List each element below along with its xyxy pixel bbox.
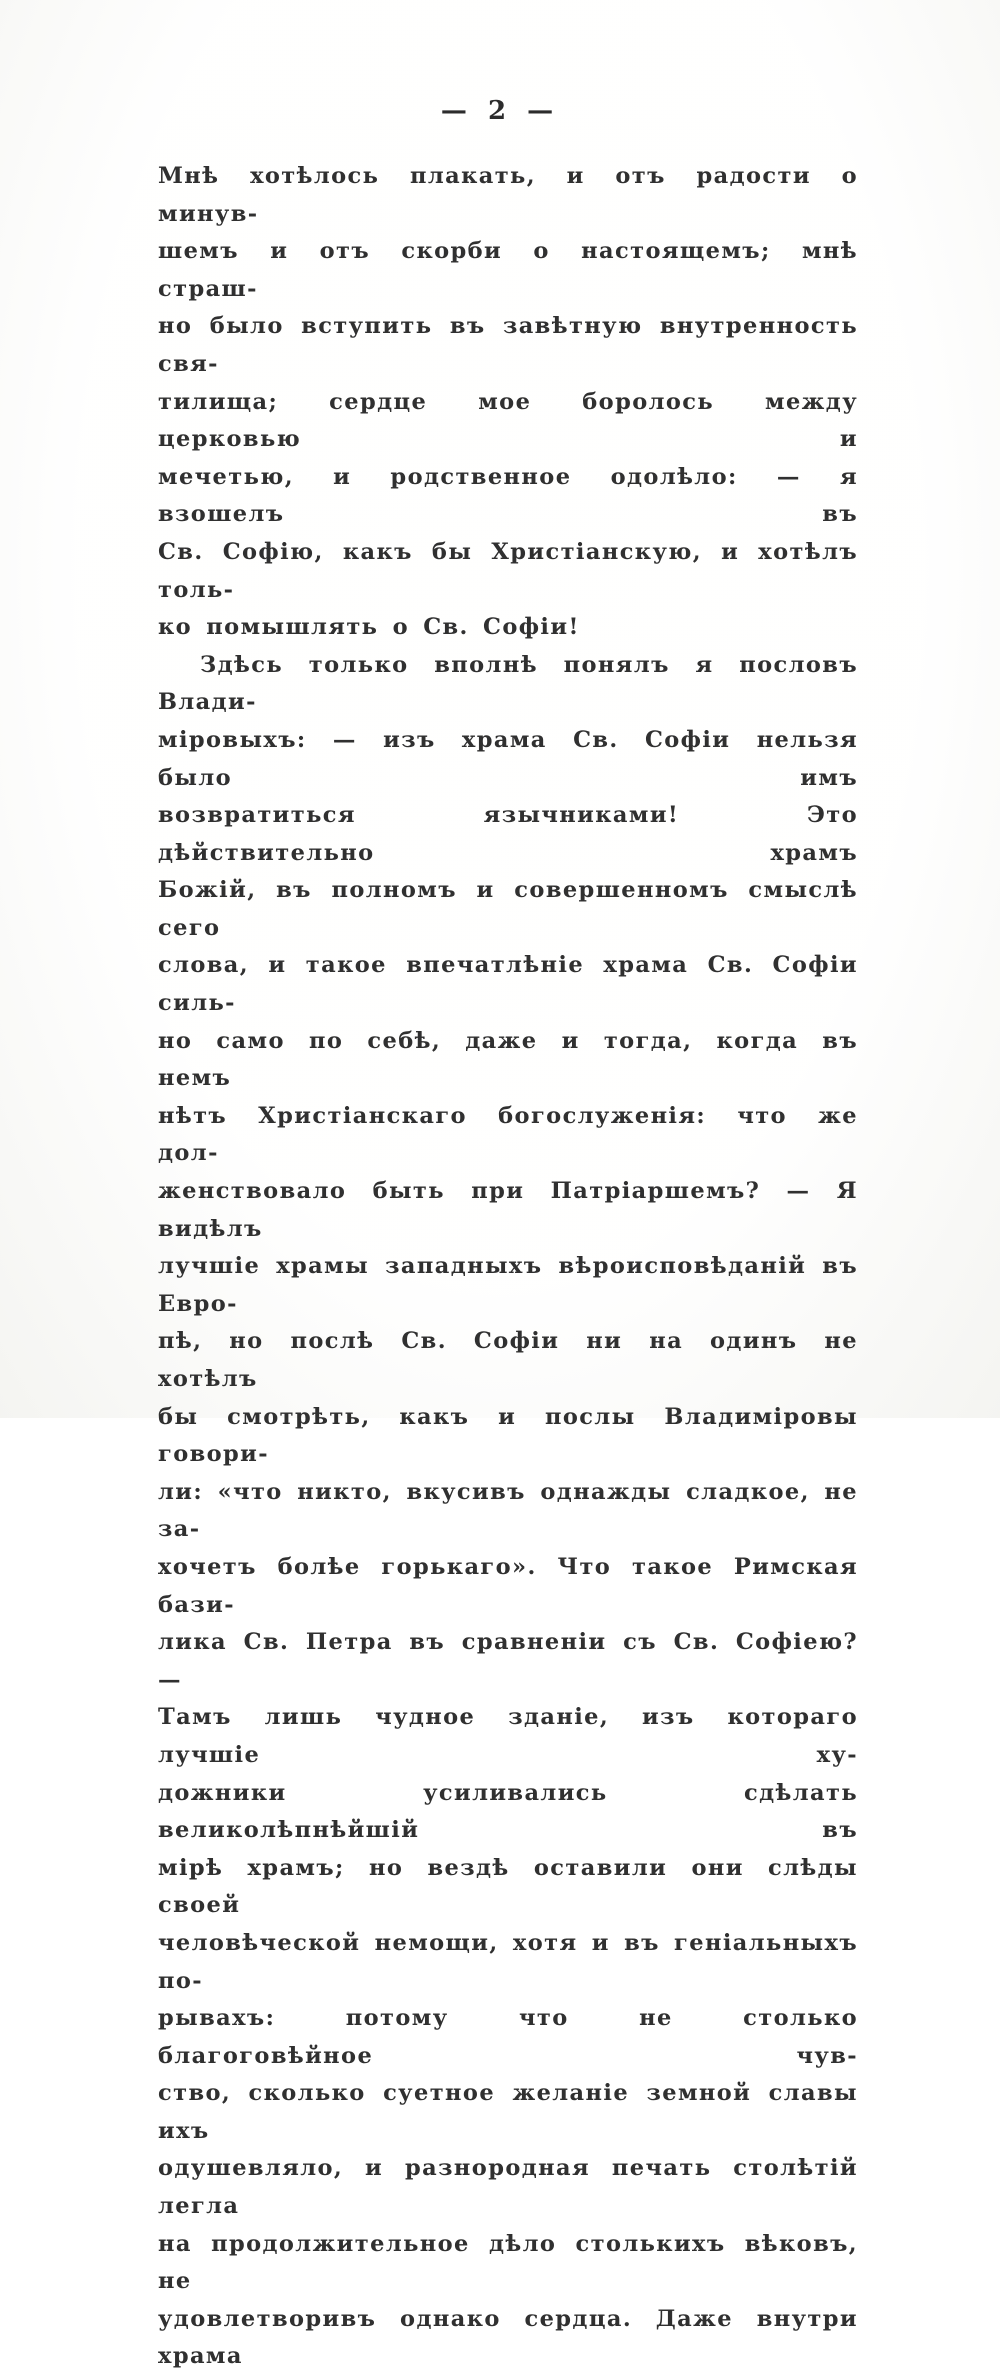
text-line: ство, сколько суетное желаніе земной славы ихъ	[158, 2080, 858, 2144]
text-line: Здѣсь только вполнѣ понялъ я пословъ Влади-	[158, 651, 858, 716]
text-line: на продолжительное дѣло столькихъ вѣковъ, не	[158, 2230, 858, 2295]
page-text-block	[158, 158, 858, 2376]
text-line: слова, и такое впечатлѣніе храма Св. Софіи силь-	[158, 952, 858, 1017]
text-line: человѣческой немощи, хотя и въ геніальныхъ по-	[158, 1929, 858, 1994]
text-line: возвратиться язычниками! Это дѣйствительно храмъ	[158, 802, 858, 866]
text-line: Мнѣ хотѣлось плакать, и отъ радости о минув-	[158, 163, 858, 227]
text-line: рывахъ: потому что не столько благоговѣйное чув-	[158, 2005, 858, 2069]
paragraph	[158, 158, 858, 647]
text-line: женствовало быть при Патріаршемъ? — Я видѣлъ	[158, 1178, 858, 1242]
text-line: хочетъ болѣе горькаго». Что такое Римская бази-	[158, 1553, 858, 1618]
text-line: но само по себѣ, даже и тогда, когда въ немъ	[158, 1027, 858, 1092]
text-line: ли: «что никто, вкусивъ однажды сладкое, не за-	[158, 1478, 858, 1543]
text-line: пѣ, но послѣ Св. Софіи ни на одинъ не хотѣлъ	[158, 1328, 858, 1392]
text-line: міровыхъ: — изъ храма Св. Софіи нельзя было имъ	[158, 726, 858, 791]
text-line: Тамъ лишь чудное зданіе, изъ котораго лучшіе ху-	[158, 1704, 858, 1768]
text-line: Св. Софію, какъ бы Христіанскую, и хотѣлъ толь-	[158, 538, 858, 603]
text-line: но было вступить въ завѣтную внутренность свя-	[158, 313, 858, 377]
text-line: одушевляло, и разнородная печать столѣтій легла	[158, 2155, 858, 2220]
text-line: лучшіе храмы западныхъ вѣроисповѣданій въ Евро-	[158, 1253, 858, 1317]
text-line: бы смотрѣть, какъ и послы Владиміровы говори-	[158, 1403, 858, 1468]
paragraph	[158, 647, 858, 2376]
text-line: ко помышлять о Св. Софіи!	[158, 614, 580, 641]
text-line: лика Св. Петра въ сравненіи съ Св. Софіею? —	[158, 1629, 858, 1693]
text-line: шемъ и отъ скорби о настоящемъ; мнѣ страш-	[158, 238, 858, 302]
page-number: — 2 —	[440, 96, 560, 126]
text-line: дожники усиливались сдѣлать великолѣпнѣйшій въ	[158, 1779, 858, 1844]
text-line: нѣтъ Христіанскаго богослуженія: что же дол-	[158, 1102, 858, 1167]
text-line: мечетью, и родственное одолѣло: — я взошелъ въ	[158, 463, 858, 528]
text-line: Божій, въ полномъ и совершенномъ смыслѣ сего	[158, 877, 858, 941]
text-line: удовлетворивъ однако сердца. Даже внутри храма	[158, 2305, 858, 2370]
text-line: мірѣ храмъ; но вездѣ оставили они слѣды своей	[158, 1854, 858, 1919]
text-line: тилища; сердце мое боролось между церковью и	[158, 388, 858, 453]
